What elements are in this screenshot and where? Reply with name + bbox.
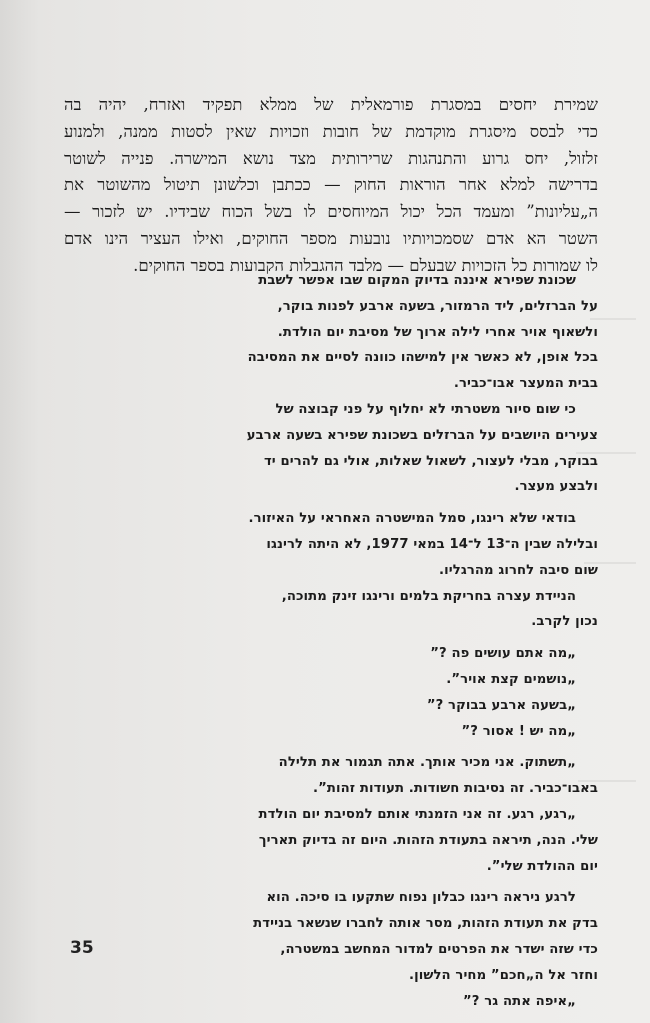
dialogue-line: „בשעה ארבע בבוקר ?” (426, 697, 576, 713)
text-line: לו שמורות כל הזכויות שבעלם — מלבד ההגבלות הקבועות בספר החוקים. (133, 255, 598, 275)
text-line-start: שכונת שפירא איננה בדיוק המקום שבו אפשר לשבת (258, 273, 576, 288)
text-line: בדק את תעודת הזהות, מסר אותה לחברו שנשאר בניידת (253, 916, 598, 932)
page-number: 35 (70, 938, 94, 958)
intro-paragraph (64, 92, 598, 280)
dialogue-line: „נושמים קצת אויר”. (446, 671, 576, 687)
text-line (64, 885, 598, 911)
text-line: וחזר אל ה„חכם” מחיר הלשון. (409, 967, 598, 983)
paragraph (64, 268, 598, 397)
text-line (64, 397, 598, 423)
text-line (64, 802, 598, 828)
paragraph (64, 750, 598, 802)
text-line: ובלילה שבין ה־13 ל־14 במאי 1977, לא היתה לרינגו (266, 536, 598, 552)
text-line (64, 506, 598, 532)
text-line-start: „תשתוק. אני מכיר אותך. אתה תגמור את תלילה (278, 755, 576, 771)
text-line: כדי לבסס מיסגרת מוקדמת של חובות וזכויות שאין לסטות ממנה, ולמנוע (64, 121, 598, 141)
dialogue-line: „מה אתם עושים פה ?” (430, 646, 576, 662)
text-line-start: בודאי שלא רינגו, סמל המישטרה האחראי על האיזור. (248, 511, 576, 527)
text-line: שמירת יחסים במסגרת פורמאלית של ממלא תפקיד ואזרח, יהיה בה (64, 95, 598, 114)
paragraph (64, 885, 598, 988)
paragraph (64, 584, 598, 636)
text-line: בדרישה למלא אחר הוראות החוק — ככתבן וכלשונן תיטול מהשוטר את (64, 175, 598, 195)
text-line: צעירים היושבים על הברזלים בשכונת שפירא בשעה ארבע (246, 427, 598, 443)
text-line (64, 750, 598, 776)
text-line-start: כי שום סיור משטרתי לא יחלוף על פני קבוצה של (275, 401, 576, 417)
paragraph (64, 802, 598, 879)
text-line: בבוקר, מבלי לעצור, לשאול שאלות, אולי גם להרים יד (263, 453, 598, 469)
text-line (64, 584, 598, 610)
text-line: באבו־כביר. זה נסיבות חשודות. תעודות זהות”. (313, 781, 598, 797)
text-line: יום ההולדת שלי”. (486, 858, 598, 874)
intro-text (64, 92, 598, 280)
text-line: השטר הא אדם שסמכויותיו נובעות מספר החוקים, ואילו העציר הינו אדם (64, 228, 598, 248)
text-line: ולבצע מעצר. (514, 479, 598, 495)
text-line (64, 268, 598, 294)
text-line: נכון לקרב. (531, 614, 598, 630)
text-line-start: לרגע ניראה רינגו כבלון נפוח שתקעו בו סיכה. הוא (266, 890, 576, 906)
text-line: ולשאוף אויר אחרי לילה ארוך של מסיבת יום הולדת. (277, 324, 598, 340)
text-line: זלזול, יחס גרוע והתנהגות שרירותית מצד נושא המישרה. פנייה לשוטר (64, 148, 598, 168)
text-line-start: „רגע, רגע. זה אני הזמנתי אותם למסיבת יום הולדת (258, 806, 576, 822)
text-line: ה„עליונות” ומעמד הכל יכול המיוחסים לו בשל הכוח שבידיו. יש לזכור — (64, 202, 598, 222)
text-line: כדי שזה ישדר את הפרטים למדור המחשב במשטרה, (280, 941, 598, 957)
main-text (64, 268, 598, 1014)
text-line-start: הניידת עצרה בחריקת בלמים ורינגו זינק מתוכה, (281, 588, 576, 604)
paragraph (64, 506, 598, 583)
text-line: שלי. הנה, תיראה בתעודת הזהות. היום זה בדיוק תאריך (258, 832, 598, 848)
gutter-shadow (0, 0, 40, 1023)
dialogue-block (64, 641, 598, 744)
text-line: בכל אופן, לא כאשר אין למישהו כוונה לסיים את המסיבה (247, 350, 598, 366)
text-line: שום סיבה לחרוג מהרגליו. (439, 562, 598, 578)
closing-dialogue-line: „איפה אתה גר ?” (463, 993, 576, 1009)
dialogue-line: „מה יש ! אסור ?” (461, 723, 576, 739)
text-line: בבית המעצר אבו־כביר. (453, 376, 598, 392)
paragraph (64, 397, 598, 500)
text-line: על הברזלים, ליד הרמזור, בשעה ארבע לפנות בוקר, (277, 298, 598, 314)
